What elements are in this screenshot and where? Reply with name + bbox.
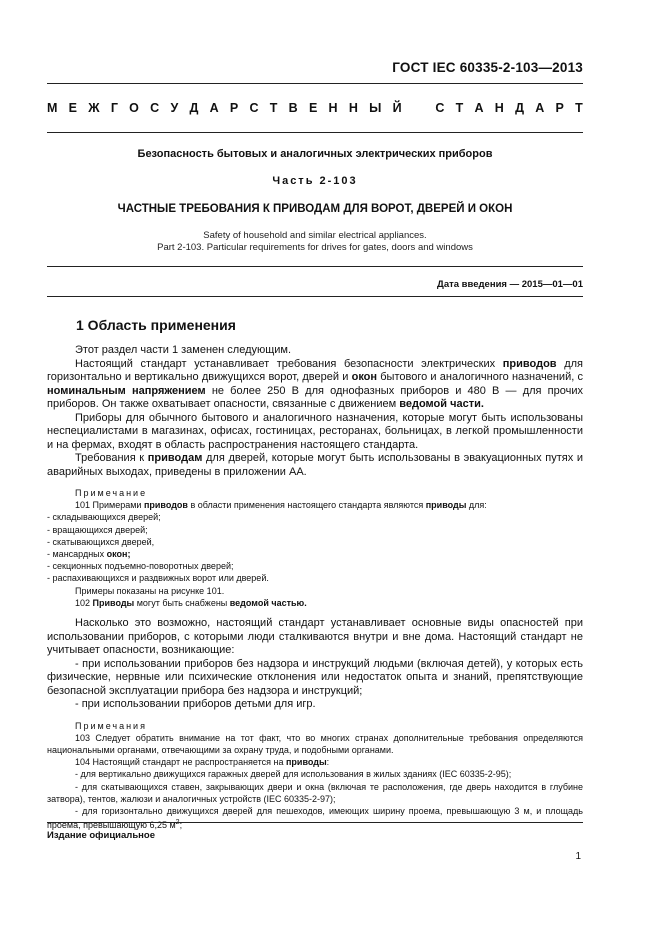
section-body xyxy=(0,344,661,831)
note-label: Примечание xyxy=(75,488,148,498)
part-number: Часть 2-103 xyxy=(272,175,358,187)
paragraph-5: Насколько это возможно, настоящий стандарт устанавливает основные виды опасностей при использовании приборов, с которыми люди сталкиваются внутри и вне дома. Настоящий стандарт не учитывает опасности, возникающие: xyxy=(47,617,583,657)
date-rule-bottom xyxy=(47,296,583,297)
interstate-letter: А xyxy=(535,101,545,115)
interstate-letter: Ж xyxy=(88,101,100,115)
interstate-letter: В xyxy=(288,101,298,115)
notes-label: Примечания xyxy=(75,720,147,731)
page-number: 1 xyxy=(575,851,581,862)
interstate-letter: О xyxy=(129,101,139,115)
list-item: - мансардных окон; xyxy=(47,549,131,560)
english-title-line-2: Part 2-103. Particular requirements for drives for gates, doors and windows xyxy=(157,242,473,253)
interstate-letter: Й xyxy=(392,101,402,115)
interstate-letter: Р xyxy=(229,101,239,115)
interstate-letter: Е xyxy=(308,101,318,115)
interstate-letter: С xyxy=(435,101,445,115)
official-edition-label: Издание официальное xyxy=(47,830,155,841)
interstate-letter: Д xyxy=(189,101,199,115)
interstate-letter: Р xyxy=(555,101,564,115)
note-104: 104 Настоящий стандарт не распространяется на приводы: xyxy=(75,757,330,768)
interstate-letter: Ы xyxy=(369,101,382,115)
list-item: - для горизонтально движущихся дверей для пешеходов, имеющих ширину проема, превышающую 3 м, и площадь проема, превышающую 6,25 $м^2$; xyxy=(47,805,583,831)
list-item: - секционных подъемно-поворотных дверей; xyxy=(47,561,234,572)
header-rule xyxy=(47,83,583,84)
document-subtitle: ЧАСТНЫЕ ТРЕБОВАНИЯ К ПРИВОДАМ ДЛЯ ВОРОТ, ДВЕРЕЙ И ОКОН xyxy=(117,203,513,215)
standard-code: ГОСТ IEC 60335-2-103—2013 xyxy=(392,60,583,75)
interstate-standard-heading xyxy=(47,101,583,115)
interstate-letter: Н xyxy=(494,101,504,115)
list-item: - вращающихся дверей; xyxy=(47,524,148,535)
interstate-letter: А xyxy=(209,101,219,115)
interstate-letter: Е xyxy=(68,101,78,115)
paragraph-3: Приборы для обычного бытового и аналогичного назначения, которые могут быть использованы неспециалистами в магазинах, офисах, гостиницах, ресторанах, больницах, в легкой промышленности и на фермах, входят в область распространения настоящего стандарта. xyxy=(47,411,583,451)
interstate-letter: С xyxy=(150,101,160,115)
paragraph-1: Этот раздел части 1 заменен следующим. xyxy=(75,344,292,356)
list-item: - для вертикально движущихся гаражных дверей для использования в жилых зданиях (IEC 60335-2-95); xyxy=(75,769,512,780)
section-heading: 1 Область применения xyxy=(76,317,236,333)
interstate-letter: Н xyxy=(328,101,338,115)
document-title: Безопасность бытовых и аналогичных электрических приборов xyxy=(137,148,493,160)
list-item: - при использовании приборов без надзора и инструкций людьми (включая детей), у которых есть физические, нервные или психические отклонения или недостаток опыта и знаний, препятствующие безопасной эксплуатации прибора без надзора и инструкций; xyxy=(47,657,583,697)
interstate-letter: У xyxy=(170,101,179,115)
list-item: - скатывающихся дверей, xyxy=(47,536,155,547)
note-block-1 xyxy=(47,487,583,609)
english-title-line-1: Safety of household and similar electrical appliances. xyxy=(203,230,427,241)
interstate-letter: Н xyxy=(348,101,358,115)
interstate-letter: М xyxy=(47,101,58,115)
interstate-letter: Т xyxy=(269,101,278,115)
note-102: 102 Приводы могут быть снабжены ведомой частью. xyxy=(75,597,307,608)
interstate-letter: Г xyxy=(110,101,118,115)
footer-rule xyxy=(47,822,583,823)
paragraph-4: Требования к приводам для дверей, которые могут быть использованы в эвакуационных путях и аварийных выходах, приведены в приложении АА. xyxy=(47,452,583,478)
date-rule xyxy=(47,266,583,267)
interstate-letter: С xyxy=(249,101,259,115)
introduction-date: Дата введения — 2015—01—01 xyxy=(437,279,583,290)
list-item: - для скатывающихся ставен, закрывающих двери и окна (включая те расположения, где дверь находится в глубине затвора), тентов, жалюзи и аналогичных устройств (IEC 60335-2-97); xyxy=(47,781,583,804)
note-101: 101 Примерами приводов в области применения настоящего стандарта являются приводы для: xyxy=(75,500,487,511)
interstate-letter: Д xyxy=(515,101,524,115)
note-examples: Примеры показаны на рисунке 101. xyxy=(75,585,225,596)
title-rule xyxy=(47,132,583,133)
interstate-letter: Т xyxy=(455,101,464,115)
list-item: - распахивающихся и раздвижных ворот или дверей. xyxy=(47,573,269,584)
note-103: 103 Следует обратить внимание на тот факт, что во многих странах дополнительные требования определяются национальными органами, отвечающими за охрану труда, и подобными органами. xyxy=(47,732,583,755)
note-block-2 xyxy=(47,720,583,832)
interstate-letter: А xyxy=(474,101,484,115)
list-item: - при использовании приборов детьми для игр. xyxy=(75,698,316,711)
paragraph-2: Настоящий стандарт устанавливает требования безопасности электрических приводов для горизонтально и вертикально движущихся ворот, дверей и окон бытового и аналогичного назначений, с номинальным напряжением не более 250 В для однофазных приборов и 480 В — для прочих приборов. Он также охватывает опасности, связанные с движением ведомой части. xyxy=(47,357,583,410)
list-item: - складывающихся дверей; xyxy=(47,512,161,523)
interstate-letter: Т xyxy=(575,101,583,115)
paragraph-5-block xyxy=(47,617,583,712)
